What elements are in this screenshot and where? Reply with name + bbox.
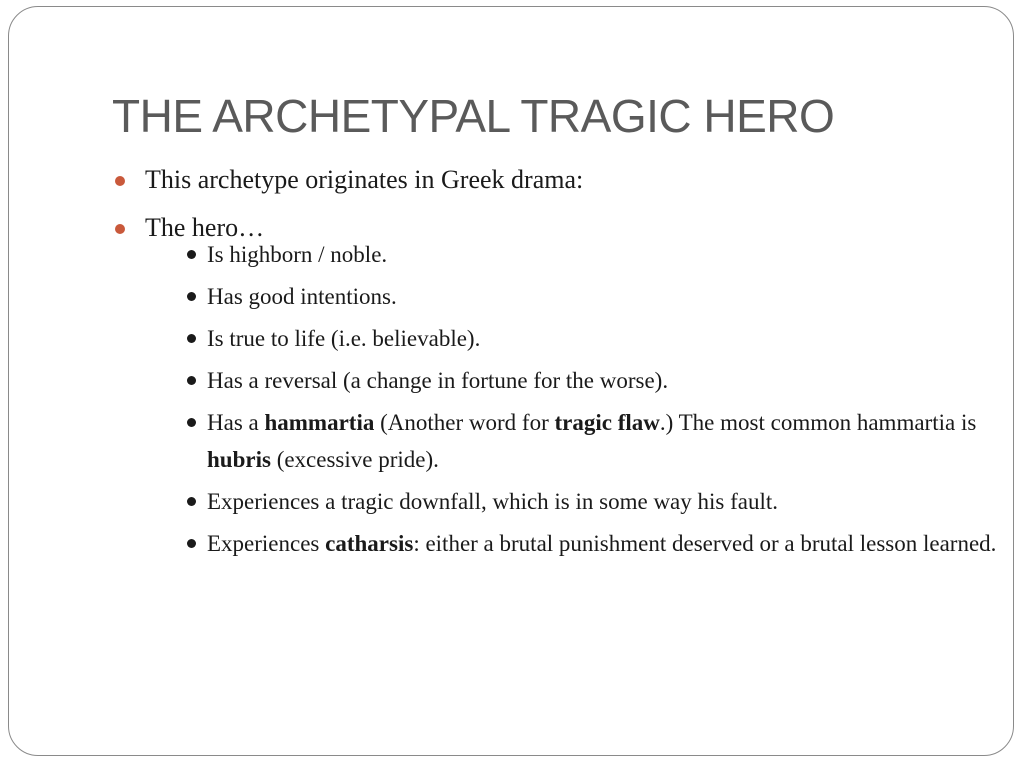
- sub-bullet-dot-icon: [187, 497, 196, 506]
- term-tragic-flaw: tragic flaw: [554, 410, 660, 435]
- bullet-item-hero: [112, 212, 997, 562]
- sub-bullet-dot-icon: [187, 376, 196, 385]
- sub-bullet-downfall: [145, 483, 997, 520]
- sub-bullet-catharsis: [145, 525, 997, 562]
- term-hubris: hubris: [207, 447, 271, 472]
- sub-bullet-text: : either a brutal punishment deserved or a brutal lesson learned.: [413, 531, 997, 556]
- sub-bullet-reversal: [145, 362, 997, 399]
- term-catharsis: catharsis: [325, 531, 414, 556]
- sub-bullet-true-to-life: [145, 320, 997, 357]
- bullet-dot-icon: [115, 176, 125, 186]
- sub-bullet-intentions: [145, 278, 997, 315]
- sub-bullet-text: .) The most common hammartia is: [659, 410, 977, 435]
- sub-bullet-text: Experiences a tragic downfall, which is in some way his fault.: [207, 489, 779, 514]
- bullet-item-origin: [112, 164, 972, 196]
- sub-bullet-text: Has a reversal (a change in fortune for the worse).: [207, 368, 669, 393]
- bullet-dot-icon: [115, 224, 125, 234]
- term-hammartia: hammartia: [264, 410, 375, 435]
- sub-bullet-text: Is true to life (i.e. believable).: [207, 326, 481, 351]
- slide-title: THE ARCHETYPAL TRAGIC HERO: [112, 90, 835, 142]
- bullet-text: This archetype originates in Greek drama:: [145, 165, 584, 194]
- sub-bullet-text: Is highborn / noble.: [207, 242, 388, 267]
- sub-bullet-dot-icon: [187, 250, 196, 259]
- sub-bullet-dot-icon: [187, 292, 196, 301]
- sub-bullet-text: Has good intentions.: [207, 284, 397, 309]
- sub-bullet-dot-icon: [187, 334, 196, 343]
- bullet-text: The hero…: [145, 213, 265, 242]
- sub-bullet-dot-icon: [187, 418, 196, 427]
- bullet-list: [112, 164, 997, 578]
- sub-bullet-text: Has a: [207, 410, 265, 435]
- sub-bullet-hammartia: [145, 404, 997, 478]
- hero-traits-list: [145, 236, 997, 562]
- sub-bullet-dot-icon: [187, 539, 196, 548]
- sub-bullet-highborn: [145, 236, 997, 273]
- sub-bullet-text: Experiences: [207, 531, 326, 556]
- sub-bullet-text: (Another word for: [374, 410, 555, 435]
- sub-bullet-text: (excessive pride).: [270, 447, 439, 472]
